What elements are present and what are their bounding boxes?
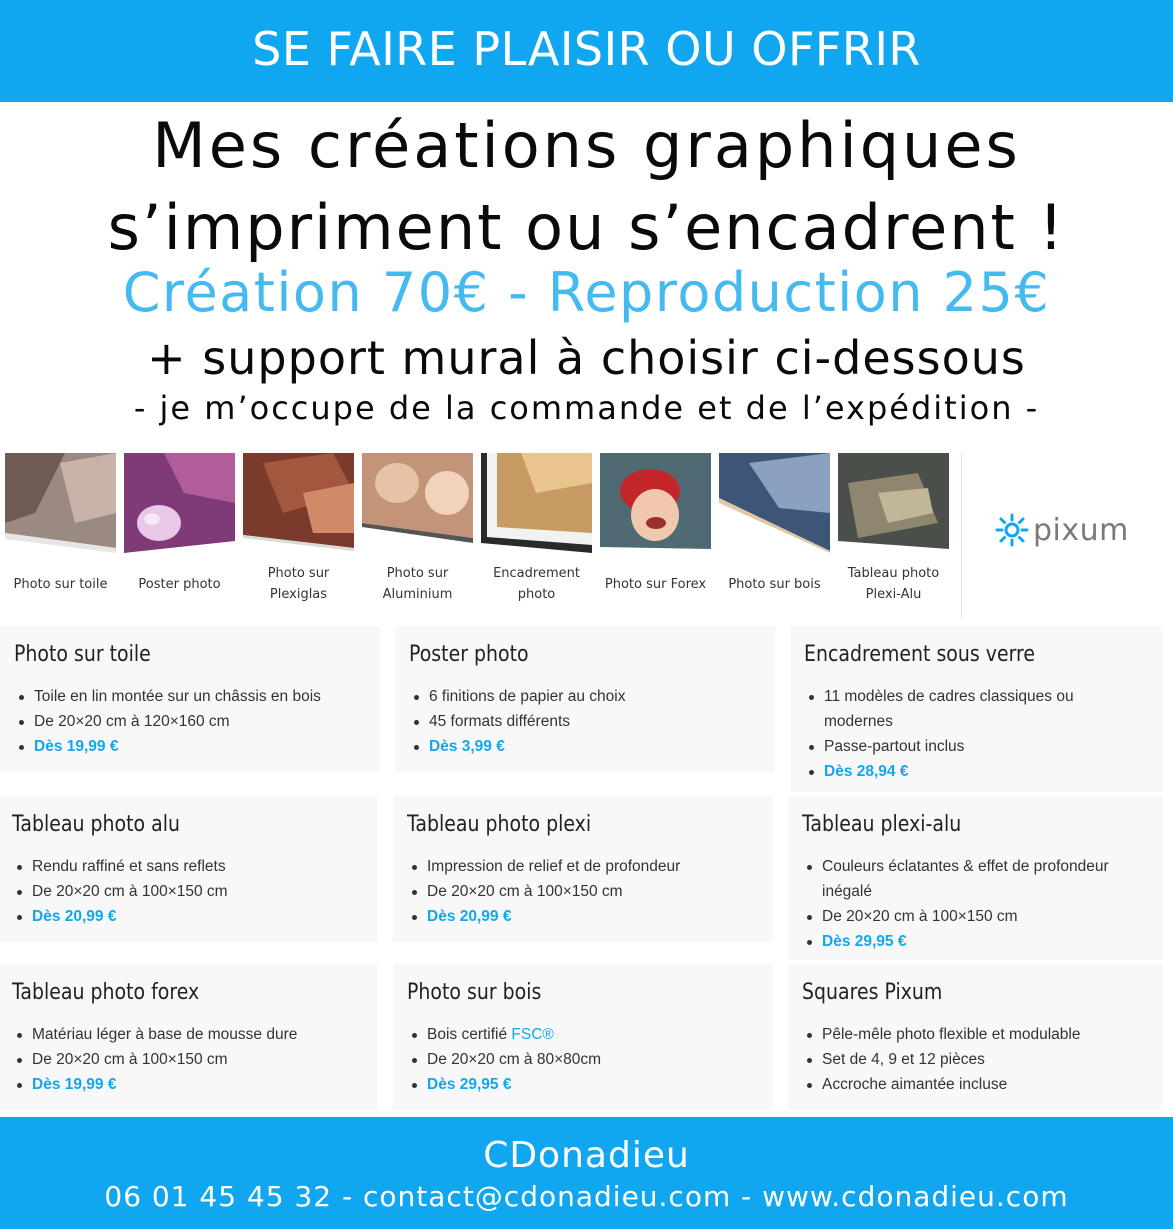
price-item: Dès 29,95 € xyxy=(802,929,1109,954)
feature-item: Couleurs éclatantes & effet de profondeur xyxy=(802,854,1109,879)
price-item: Dès 19,99 € xyxy=(14,734,321,759)
service-note: - je m’occupe de la commande et de l’expédition - xyxy=(133,389,1040,427)
feature-item: Passe-partout inclus xyxy=(804,734,1074,759)
headline-line-2: s’impriment ou s’encadrent ! xyxy=(107,191,1066,264)
product-canvas[interactable] xyxy=(5,453,116,613)
card-title: Photo sur bois xyxy=(407,980,542,1005)
feature-item: Set de 4, 9 et 12 pièces xyxy=(802,1047,1081,1072)
feature-list xyxy=(802,854,1109,954)
product-label: Photo sur toile xyxy=(13,577,108,592)
card-title: Tableau plexi-alu xyxy=(802,812,962,837)
feature-item: Toile en lin montée sur un châssis en bois xyxy=(14,684,321,709)
product-label: Photo sur bois xyxy=(728,577,821,592)
feature-item: 45 formats différents xyxy=(409,709,625,734)
price-item: Dès 20,99 € xyxy=(407,904,680,929)
feature-list xyxy=(804,684,1074,784)
feature-list xyxy=(802,1022,1081,1097)
feature-item: De 20×20 cm à 120×160 cm xyxy=(14,709,321,734)
framed-photo-image xyxy=(481,453,592,553)
footer-brand: CDonadieu xyxy=(483,1135,690,1176)
strip-divider xyxy=(961,453,962,618)
card-poster-photo[interactable] xyxy=(395,626,775,772)
feature-item: De 20×20 cm à 100×150 cm xyxy=(802,904,1109,929)
feature-item: Rendu raffiné et sans reflets xyxy=(12,854,228,879)
card-photo-bois[interactable] xyxy=(393,964,773,1110)
feature-list xyxy=(409,684,625,759)
card-tableau-plexi[interactable] xyxy=(393,796,773,942)
support-line: + support mural à choisir ci-dessous xyxy=(147,331,1026,385)
feature-item xyxy=(407,1022,601,1047)
feature-item: Accroche aimantée incluse xyxy=(802,1072,1081,1097)
card-title: Tableau photo alu xyxy=(12,812,180,837)
feature-item: Pêle-mêle photo flexible et modulable xyxy=(802,1022,1081,1047)
plexiglass-photo-image xyxy=(243,453,354,553)
feature-list xyxy=(12,854,228,929)
product-label: Encadrement photo xyxy=(493,566,580,602)
feature-item-continuation: modernes xyxy=(824,713,893,730)
product-label: Photo sur Forex xyxy=(604,577,707,592)
card-title: Tableau photo forex xyxy=(12,980,200,1005)
feature-item: 6 finitions de papier au choix xyxy=(409,684,625,709)
headline-line-1: Mes créations graphiques xyxy=(152,109,1021,182)
feature-item-continuation: inégalé xyxy=(822,883,872,900)
product-strip xyxy=(0,450,1173,620)
forex-photo-image xyxy=(600,453,711,553)
product-plexi-alu[interactable] xyxy=(838,453,949,613)
price-item: Dès 28,94 € xyxy=(804,759,1074,784)
price-item: Dès 19,99 € xyxy=(12,1072,297,1097)
card-title: Encadrement sous verre xyxy=(804,642,1036,667)
feature-item: De 20×20 cm à 100×150 cm xyxy=(407,879,680,904)
product-frame[interactable] xyxy=(481,453,592,613)
top-banner xyxy=(0,0,1173,102)
pricing-line: Création 70€ - Reproduction 25€ xyxy=(122,261,1051,324)
product-forex[interactable] xyxy=(600,453,711,613)
card-encadrement[interactable] xyxy=(790,626,1163,792)
product-label: Photo sur Plexiglas xyxy=(267,566,330,602)
card-photo-toile[interactable] xyxy=(0,626,380,772)
card-title: Tableau photo plexi xyxy=(407,812,592,837)
footer-banner xyxy=(0,1117,1173,1229)
pixum-logo[interactable] xyxy=(995,512,1129,548)
feature-list xyxy=(407,1022,601,1097)
feature-item: De 20×20 cm à 100×150 cm xyxy=(12,1047,297,1072)
card-plexi-alu[interactable] xyxy=(788,796,1163,960)
feature-text: Bois certifié xyxy=(427,1026,512,1043)
poster-photo-image xyxy=(124,453,235,553)
feature-item: De 20×20 cm à 80×80cm xyxy=(407,1047,601,1072)
product-poster[interactable] xyxy=(124,453,235,613)
aluminium-photo-image xyxy=(362,453,473,553)
price-item: Dès 29,95 € xyxy=(407,1072,601,1097)
pixum-wordmark: pixum xyxy=(1033,512,1129,548)
canvas-photo-image xyxy=(5,453,116,553)
footer-contact[interactable]: 06 01 45 45 32 - contact@cdonadieu.com - www.cdonadieu.com xyxy=(104,1180,1069,1213)
feature-item: 11 modèles de cadres classiques ou xyxy=(804,684,1074,709)
price-item: Dès 3,99 € xyxy=(409,734,625,759)
product-plexiglass[interactable] xyxy=(243,453,354,613)
card-squares-pixum[interactable] xyxy=(788,964,1163,1110)
price-item: Dès 20,99 € xyxy=(12,904,228,929)
card-title: Poster photo xyxy=(409,642,529,667)
feature-list xyxy=(12,1022,297,1097)
card-tableau-alu[interactable] xyxy=(0,796,378,942)
feature-item: De 20×20 cm à 100×150 cm xyxy=(12,879,228,904)
feature-list xyxy=(407,854,680,929)
product-label: Tableau photo Plexi-Alu xyxy=(847,566,940,602)
feature-list xyxy=(14,684,321,759)
sun-logo-icon xyxy=(995,513,1029,547)
card-title: Photo sur toile xyxy=(14,642,151,667)
product-aluminium[interactable] xyxy=(362,453,473,613)
product-label: Poster photo xyxy=(138,577,221,592)
fsc-link[interactable]: FSC® xyxy=(511,1026,554,1043)
banner-title: SE FAIRE PLAISIR OU OFFRIR xyxy=(252,22,921,76)
feature-item: Impression de relief et de profondeur xyxy=(407,854,680,879)
card-title: Squares Pixum xyxy=(802,980,943,1005)
card-tableau-forex[interactable] xyxy=(0,964,378,1110)
product-label: Photo sur Aluminium xyxy=(382,566,453,602)
plexi-alu-photo-image xyxy=(838,453,949,553)
feature-item: Matériau léger à base de mousse dure xyxy=(12,1022,297,1047)
product-wood[interactable] xyxy=(719,453,830,613)
wood-photo-image xyxy=(719,453,830,553)
